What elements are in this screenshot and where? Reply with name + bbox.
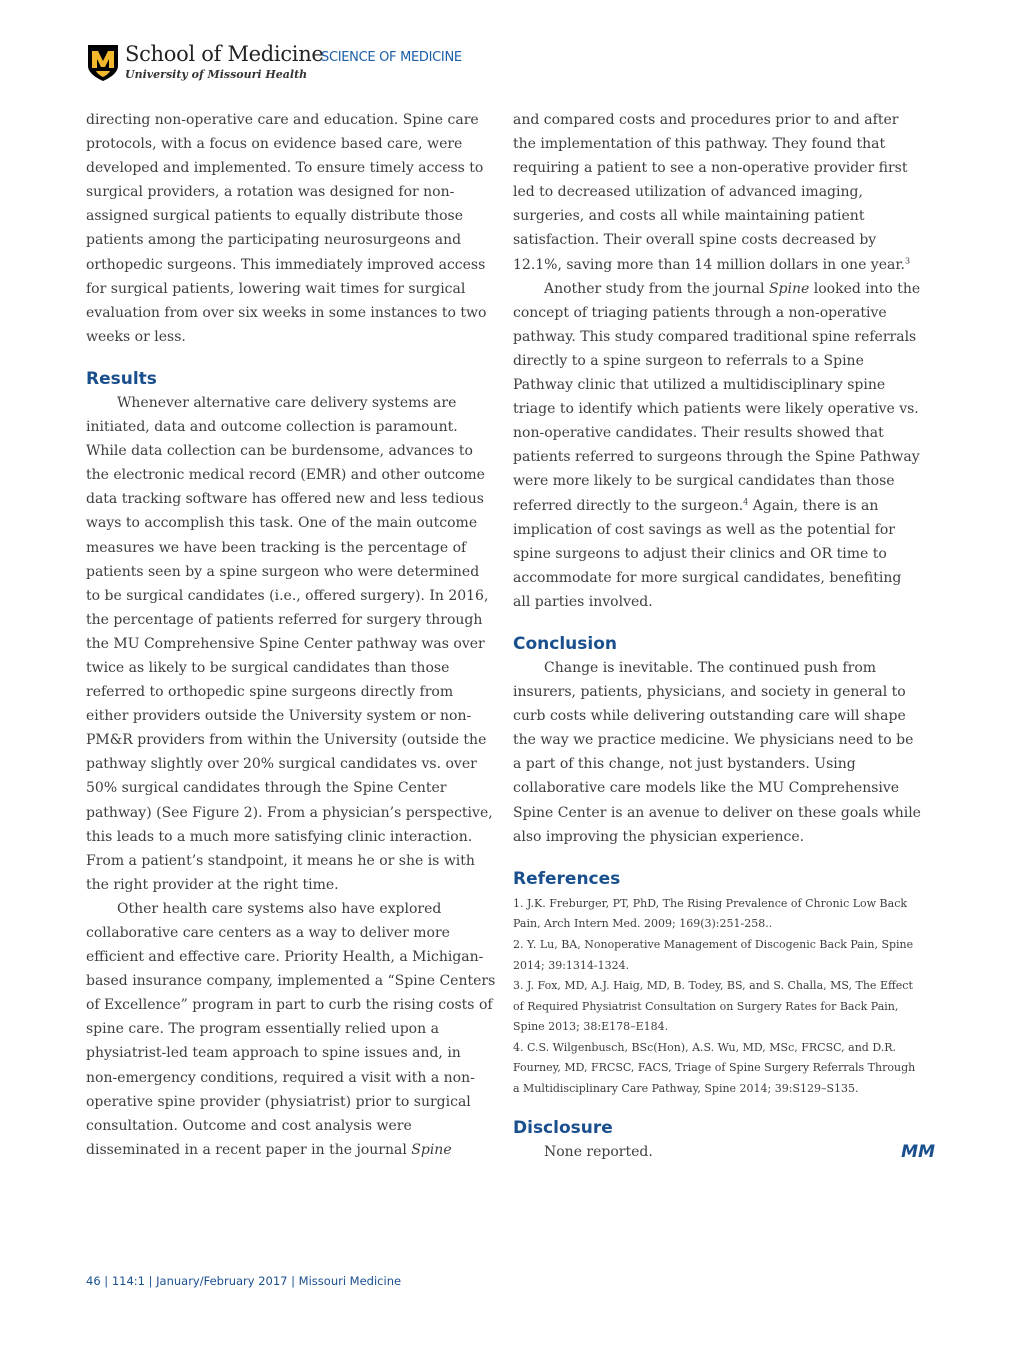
page-header	[87, 42, 507, 84]
left-column	[86, 108, 496, 1162]
reference-item: 4. C.S. Wilgenbusch, BSc(Hon), A.S. Wu, MD, MSc, FRCSC, and D.R. Fourney, MD, FRCSC, FACS, Triage of Spine Surgery Referrals Through a Multidisciplinary Care Pathway, Spine 2014; 39:S129–S135.	[513, 1040, 916, 1096]
end-mark: MM	[901, 1141, 935, 1162]
body-text: Another study from the journal	[544, 280, 769, 297]
school-name: School of Medicine	[125, 42, 324, 66]
body-paragraph	[86, 897, 496, 1162]
disclosure-text: None reported.	[544, 1143, 653, 1160]
references-heading: References	[513, 868, 621, 889]
page-footer: 46 | 114:1 | January/February 2017 | Missouri Medicine	[86, 1274, 402, 1288]
university-name: University of Missouri Health	[125, 68, 308, 81]
journal-name: Spine	[411, 1141, 452, 1158]
body-paragraph: Change is inevitable. The continued push from insurers, patients, physicians, and society in general to curb costs while delivering outstanding care will shape the way we practice medicine. We physicians need to be a part of this change, not just bystanders. Using collaborative care models like the MU Comprehensive Spine Center is an avenue to deliver on these goals while also improving the physician experience.	[513, 659, 921, 845]
right-column	[513, 108, 935, 1164]
results-heading: Results	[86, 368, 157, 389]
journal-name: Spine	[768, 280, 810, 297]
section-tag: SCIENCE OF MEDICINE	[321, 50, 462, 65]
reference-list	[513, 894, 923, 1100]
body-paragraph: Whenever alternative care delivery systems are initiated, data and outcome collection is paramount. While data collection can be burdensome, advances to the electronic medical record (EMR) and other outcome data tracking software has offered new and less tedious ways to accomplish this task. One of the main outcome measures we have been tracking is the percentage of patients seen by a spine surgeon who were determined to be surgical candidates (i.e., offered surgery). In 2016, the percentage of patients referred for surgery through the MU Comprehensive Spine Center pathway was over twice as likely to be surgical candidates than those referred to orthopedic spine surgeons directly from either providers outside the University system or non-PM&R providers from within the University (outside the pathway slightly over 20% surgical candidates vs. over 50% surgical candidates through the Spine Center pathway) (See Figure 2). From a physician’s perspective, this leads to a much more satisfying clinic interaction. From a patient’s standpoint, it means he or she is with the right provider at the right time.	[86, 394, 493, 893]
reference-item: 3. J. Fox, MD, A.J. Haig, MD, B. Todey, BS, and S. Challa, MS, The Effect of Required Physiatrist Consultation on Surgery Rates for Back Pain, Spine 2013; 38:E178–E184.	[513, 979, 913, 1034]
conclusion-heading: Conclusion	[513, 633, 617, 654]
body-text: Again, there is an implication of cost savings as well as the potential for spine surgeons to adjust their clinics and OR time to accommodate for more surgical candidates, benefiting all parties involved.	[513, 497, 902, 610]
mu-shield-icon	[87, 44, 119, 82]
body-paragraph	[513, 108, 923, 277]
body-text: and compared costs and procedures prior to and after the implementation of this pathway. They found that requiring a patient to see a non-operative provider first led to decreased utilization of advanced imaging, surgeries, and costs all while maintaining patient satisfaction. Their overall spine costs decreased by 12.1%, saving more than 14 million dollars in one year.	[513, 112, 908, 273]
body-paragraph: directing non-operative care and education. Spine care protocols, with a focus on evidence based care, were developed and implemented. To ensure timely access to surgical providers, a rotation was designed for non-assigned surgical patients to equally distribute those patients among the participating neurosurgeons and orthopedic surgeons. This immediately improved access for surgical patients, lowering wait times for surgical evaluation from over six weeks in some instances to two weeks or less.	[86, 112, 487, 345]
disclosure-row	[513, 1140, 935, 1164]
body-paragraph	[513, 277, 923, 614]
disclosure-heading: Disclosure	[513, 1117, 613, 1138]
citation-ref: 4	[743, 496, 749, 506]
body-text: Other health care systems also have explored collaborative care centers as a way to deliver more efficient and effective care. Priority Health, a Michigan-based insurance company, implemented a “Spine Centers of Excellence” program in part to curb the rising costs of spine care. The program essentially relied upon a physiatrist-led team approach to spine issues and, in non-emergency conditions, required a visit with a non-operative spine provider (physiatrist) prior to surgical consultation. Outcome and cost analysis were disseminated in a recent paper in the journal	[86, 900, 496, 1158]
citation-ref: 3	[904, 255, 911, 265]
reference-item: 1. J.K. Freburger, PT, PhD, The Rising Prevalence of Chronic Low Back Pain, Arch Intern Med. 2009; 169(3):251-258..	[513, 896, 908, 931]
reference-item: 2. Y. Lu, BA, Nonoperative Management of Discogenic Back Pain, Spine 2014; 39:1314-1324.	[513, 937, 914, 972]
body-text: looked into the concept of triaging patients through a non-operative pathway. This study compared traditional spine referrals directly to a spine surgeon to referrals to a Spine Pathway clinic that utilized a multidisciplinary spine triage to identify which patients were likely operative vs. non-operative candidates. Their results showed that patients referred to surgeons through the Spine Pathway were more likely to be surgical candidates than those referred directly to the surgeon.	[513, 280, 921, 514]
